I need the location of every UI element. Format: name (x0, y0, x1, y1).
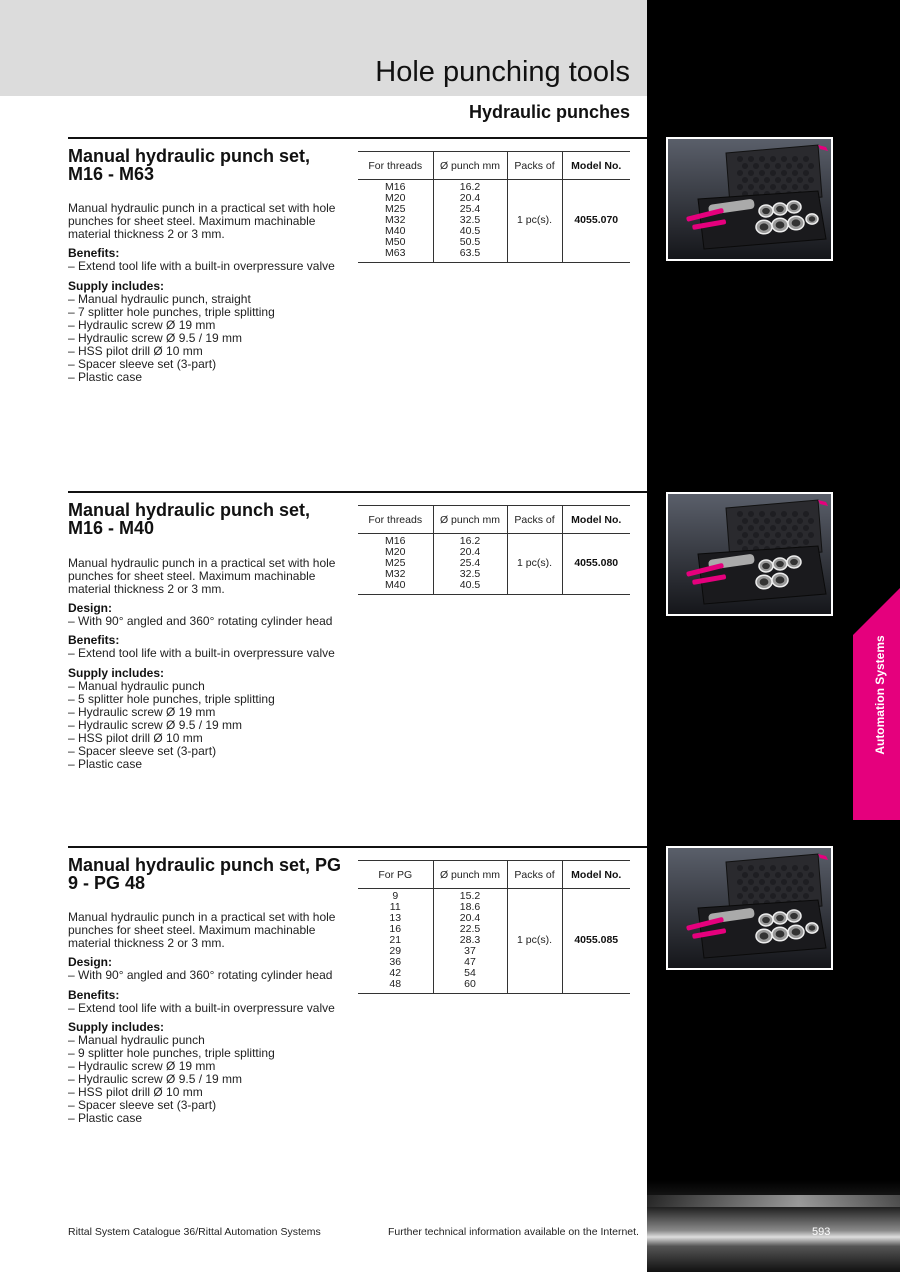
packs-cell: 1 pc(s). (507, 180, 562, 263)
product-section-2 (68, 491, 647, 841)
list-item: – HSS pilot drill Ø 10 mm (68, 344, 203, 358)
supply-heading: Supply includes: (68, 279, 165, 293)
list-item: – 5 splitter hole punches, triple splitting (68, 692, 275, 706)
list-item: – With 90° angled and 360° rotating cylinder head (68, 968, 333, 982)
list-item: – Hydraulic screw Ø 9.5 / 19 mm (68, 331, 243, 345)
punch-cell: 15.2 18.6 20.4 22.5 28.3 37 47 54 60 (433, 889, 507, 994)
page-title: Hole punching tools (375, 56, 630, 88)
design-heading: Design: (68, 955, 113, 969)
list-item: – Plastic case (68, 1111, 143, 1125)
col-header-model: Model No. (562, 861, 630, 889)
pg-cell: 9 11 13 16 21 29 36 42 48 (389, 890, 402, 990)
list-item: – Hydraulic screw Ø 19 mm (68, 1059, 216, 1073)
benefits-block (68, 634, 353, 660)
supply-heading: Supply includes: (68, 666, 165, 680)
model-cell: 4055.085 (562, 889, 630, 994)
hydraulic-punch-case-photo-1 (666, 137, 833, 261)
col-header-punch: Ø punch mm (433, 152, 507, 180)
col-header-punch: Ø punch mm (433, 861, 507, 889)
table-header-row (358, 861, 630, 889)
design-heading: Design: (68, 601, 113, 615)
page-subtitle: Hydraulic punches (468, 102, 630, 122)
light-streak-highlight (647, 1195, 900, 1207)
footer-left: Rittal System Catalogue 36/Rittal Automation Systems (68, 1226, 321, 1238)
benefits-heading: Benefits: (68, 246, 120, 260)
table-row (358, 180, 630, 263)
spec-table (358, 151, 630, 263)
list-item: – Manual hydraulic punch (68, 679, 205, 693)
benefits-block (68, 247, 353, 273)
packs-cell: 1 pc(s). (507, 889, 562, 994)
product-section-3 (68, 846, 647, 1196)
list-item: – 7 splitter hole punches, triple splitting (68, 305, 275, 319)
list-item: – Spacer sleeve set (3-part) (68, 744, 217, 758)
section-description: Manual hydraulic punch in a practical set with hole punches for sheet steel. Maximum machinable material thickness 2 or 3 mm. (68, 556, 336, 596)
list-item: – Extend tool life with a built-in overpressure valve (68, 1001, 335, 1015)
table-row (358, 889, 630, 994)
threads-cell: M16 M20 M25 M32 M40 M50 M63 (385, 181, 406, 259)
section-description: Manual hydraulic punch in a practical set with hole punches for sheet steel. Maximum machinable material thickness 2 or 3 mm. (68, 910, 336, 950)
supply-block (68, 1021, 353, 1125)
supply-block (68, 667, 353, 771)
section-title: Manual hydraulic punch set, M16 - M40 (68, 500, 311, 538)
list-item: – Extend tool life with a built-in overpressure valve (68, 646, 335, 660)
spec-table (358, 860, 630, 994)
col-header-threads: For threads (358, 152, 433, 180)
supply-heading: Supply includes: (68, 1020, 165, 1034)
benefits-heading: Benefits: (68, 633, 120, 647)
benefits-heading: Benefits: (68, 988, 120, 1002)
hydraulic-punch-case-photo-3 (666, 846, 833, 970)
table-header-row (358, 152, 630, 180)
punch-cell: 16.2 20.4 25.4 32.5 40.5 50.5 63.5 (433, 180, 507, 263)
col-header-model: Model No. (562, 506, 630, 534)
design-block (68, 956, 353, 982)
benefits-block (68, 989, 353, 1015)
list-item: – Plastic case (68, 757, 143, 771)
list-item: – Manual hydraulic punch, straight (68, 292, 251, 306)
product-section-1 (68, 137, 647, 487)
list-item: – Hydraulic screw Ø 19 mm (68, 318, 216, 332)
list-item: – Spacer sleeve set (3-part) (68, 1098, 217, 1112)
packs-cell: 1 pc(s). (507, 534, 562, 595)
list-item: – With 90° angled and 360° rotating cylinder head (68, 614, 333, 628)
col-header-packs: Packs of (507, 152, 562, 180)
list-item: – Plastic case (68, 370, 143, 384)
list-item: – Hydraulic screw Ø 9.5 / 19 mm (68, 1072, 243, 1086)
punch-cell: 16.2 20.4 25.4 32.5 40.5 (433, 534, 507, 595)
page-number: 593 (812, 1226, 831, 1238)
threads-cell: M16 M20 M25 M32 M40 (385, 535, 406, 591)
supply-block (68, 280, 353, 384)
section-description: Manual hydraulic punch in a practical set with hole punches for sheet steel. Maximum machinable material thickness 2 or 3 mm. (68, 201, 336, 241)
section-title: Manual hydraulic punch set, PG 9 - PG 48 (68, 855, 342, 893)
list-item: – 9 splitter hole punches, triple splitting (68, 1046, 275, 1060)
col-header-model: Model No. (562, 152, 630, 180)
model-cell: 4055.080 (562, 534, 630, 595)
model-cell: 4055.070 (562, 180, 630, 263)
side-tab-label: Automation Systems (873, 635, 887, 755)
design-block (68, 602, 353, 628)
table-header-row (358, 506, 630, 534)
hydraulic-punch-case-photo-2 (666, 492, 833, 616)
col-header-packs: Packs of (507, 506, 562, 534)
list-item: – HSS pilot drill Ø 10 mm (68, 731, 203, 745)
footer-center: Further technical information available on the Internet. (388, 1226, 639, 1238)
col-header-punch: Ø punch mm (433, 506, 507, 534)
col-header-packs: Packs of (507, 861, 562, 889)
list-item: – Hydraulic screw Ø 19 mm (68, 705, 216, 719)
spec-table (358, 505, 630, 595)
list-item: – HSS pilot drill Ø 10 mm (68, 1085, 203, 1099)
col-header-pg: For PG (358, 861, 433, 889)
col-header-threads: For threads (358, 506, 433, 534)
list-item: – Spacer sleeve set (3-part) (68, 357, 217, 371)
section-title: Manual hydraulic punch set, M16 - M63 (68, 146, 311, 184)
list-item: – Hydraulic screw Ø 9.5 / 19 mm (68, 718, 243, 732)
table-row (358, 534, 630, 595)
list-item: – Manual hydraulic punch (68, 1033, 205, 1047)
list-item: – Extend tool life with a built-in overpressure valve (68, 259, 335, 273)
light-streak (647, 1180, 900, 1272)
